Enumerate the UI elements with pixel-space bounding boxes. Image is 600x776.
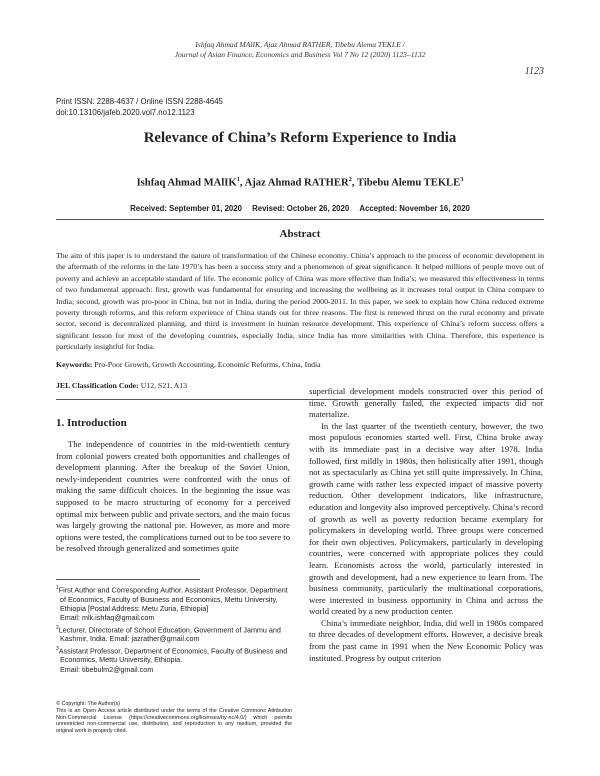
paper-title: Relevance of China’s Reform Experience to India [143, 130, 457, 146]
running-head-authors: Ishfaq Ahmad MAlIK, Ajaz Ahmad RATHER, Tibebu Alemu TEKLE / [195, 40, 405, 49]
body-paragraph: The independence of countries in the mid-twentieth century from colonial powers created both opportunities and challenges of development planning. After the breakup of the Soviet Union, newly-independent countries were confronted with the onus of making the same difficult choices. In the beginning the issue was supposed to be macro structuring of economy for a perceived optimal mix between public and private sectors, and the main focus was largely growing the national pie. However, as more and more options were tested, the complications turned out to be too severe to be resolved through generalized and sometimes quite [56, 439, 290, 554]
keywords-label: Keywords: [56, 360, 93, 369]
footnote-3 [56, 645, 292, 674]
identifiers [56, 97, 223, 118]
abstract-heading: Abstract [279, 228, 321, 240]
footnote-mark: 3 [56, 645, 59, 652]
author-name: Tibebu Alemu TEKLE [356, 177, 461, 189]
keywords [56, 360, 544, 369]
abstract-text: The aim of this paper is to understand the nature of transformation of the Chinese economy. China’s approach to the process of economic development in the aftermath of the reforms in the late 1970’s has been a success story and a phenomenon of great significance. It helped millions of people move out of poverty and achieve an acceptable standard of life. The economic policy of China was more effective than India’s; we measured this effectiveness in terms of two fundamental approach: first, growth was fundamental for ensuring and increasing the wellbeing as it increases total output in China compare to India; second, growth was pro-poor in China, but not in India, during the period 2000-2011. In this paper, we seek to explain how China reduced extreme poverty through reforms, and this reform experience of China stands out for three reasons. The first is renewed thrust on the rural economy and private sector, second is decentralized planning, and third is investment in human resource development. This experience of China’s reform success offers a significant lesson for most of the developing countries, especially India, since India has more similarities with China. Therefore, this experience is particularly insightful for India. [56, 251, 544, 352]
author-affiliation-mark: 3 [460, 176, 464, 183]
author-affiliation-mark: 1 [236, 176, 240, 183]
issn-line: Print ISSN: 2288-4637 / Online ISSN 2288-4645 [56, 97, 223, 106]
footnote-mark: 2 [56, 624, 59, 631]
revised-date: Revised: October 26, 2020 [252, 204, 350, 213]
footnote-1 [56, 584, 292, 623]
divider-top [56, 219, 544, 220]
footnote-text: First Author and Corresponding Author. Assistant Professor, Department of Economics, Faculty of Business and Economics, Mettu University, Ethiopia [Postal Address: Metu Zuria, Ethiopia] [58, 585, 288, 613]
footnote-2 [56, 624, 292, 644]
footnote-divider [56, 579, 200, 580]
running-head [90, 40, 510, 60]
section-heading: 1. Introduction [56, 417, 127, 429]
doi-line: doi:10.13106/jafeb.2020.vol7.no12.1123 [56, 107, 195, 117]
author-name: Ajaz Ahmad RATHER [244, 177, 349, 189]
footnote-email: Email: mlk.ishfaq@gmail.com [60, 613, 155, 623]
copyright-line: © Copyright: The Author(s) [56, 701, 121, 707]
author-list: Ishfaq Ahmad MAlIK$^1$, Ajaz Ahmad RATHER$^2$, Tibebu Alemu TEKLE$^3$ [136, 176, 464, 189]
author-affiliation-mark: 2 [348, 176, 352, 183]
footnote-text: Assistant Professor, Department of Economics, Faculty of Business and Economics, Mettu University, Ethiopia. [58, 645, 288, 665]
footnote-mark: 1 [56, 585, 59, 591]
copyright-notice [56, 701, 292, 735]
running-head-journal: Journal of Asian Finance, Economics and Business Vol 7 No 12 (2020) 1123–1132 [174, 50, 426, 59]
footnotes [56, 584, 292, 675]
footnote-text: Lecturer, Directorate of School Education, Government of Jammu and Kashmir, India. Email: jazrather@gmail.com [58, 624, 281, 644]
author-name: Ishfaq Ahmad MAlIK [136, 177, 237, 189]
received-date: Received: September 01, 2020 [130, 204, 242, 213]
right-column [309, 386, 543, 664]
jel-label: JEL Classification Code: [56, 381, 139, 390]
body-paragraph: In the last quarter of the twentieth century, however, the two most populous economies started well. First, China broke away with its immediate past in a decisive way after 1978. India followed, first mildly in 1980s, then holistically after 1991, though not as spectacularly as China yet still quite impressively. In China, growth came with rather less expected impact of massive poverty reduction. Other development indicators, like infrastructure, education and longevity also improved perceptively. China’s record of growth as well as poverty reduction became exemplary for policymakers in developing world. Three groups were concerned for their own objectives. Policymakers, particularly in developing countries, were concerned with appropriate polices they could learn. Economists across the world, particularly interested in growth and development, had a new experience to learn from. The business community, particularly the multinational corporations, were interested in business opportunity in China and across the world created by a new production center. [309, 420, 543, 617]
jel-value: U12, S21, A13 [140, 381, 188, 390]
accepted-date: Accepted: November 16, 2020 [359, 204, 470, 213]
body-paragraph: superficial development models constructed over this period of time. Growth generally failed, the expected impacts did not materialize. [309, 386, 543, 420]
license-text: This is an Open Access article distributed under the terms of the Creative Commons Attribution Non-Commercial License (https://creativecommons.org/licenses/by-nc/4.0/) which permits unrestricted non-commercial use, distribution, and reproduction in any medium, provided the original work is properly cited. [56, 707, 292, 735]
publication-dates [56, 204, 544, 213]
footnote-email: Email: tibebulm2@gmail.com [60, 664, 154, 674]
page-number: 1123 [524, 66, 544, 77]
left-column [56, 439, 290, 555]
body-paragraph: China’s immediate neighbor, India, did well in 1980s compared to three decades of development efforts. However, a decisive break from the past came in 1991 when the New Economic Policy was instituted. Progress by output criterion [309, 617, 543, 663]
keywords-value: Pro-Poor Growth, Growth Accounting, Economic Reforms, China, India [94, 360, 321, 369]
